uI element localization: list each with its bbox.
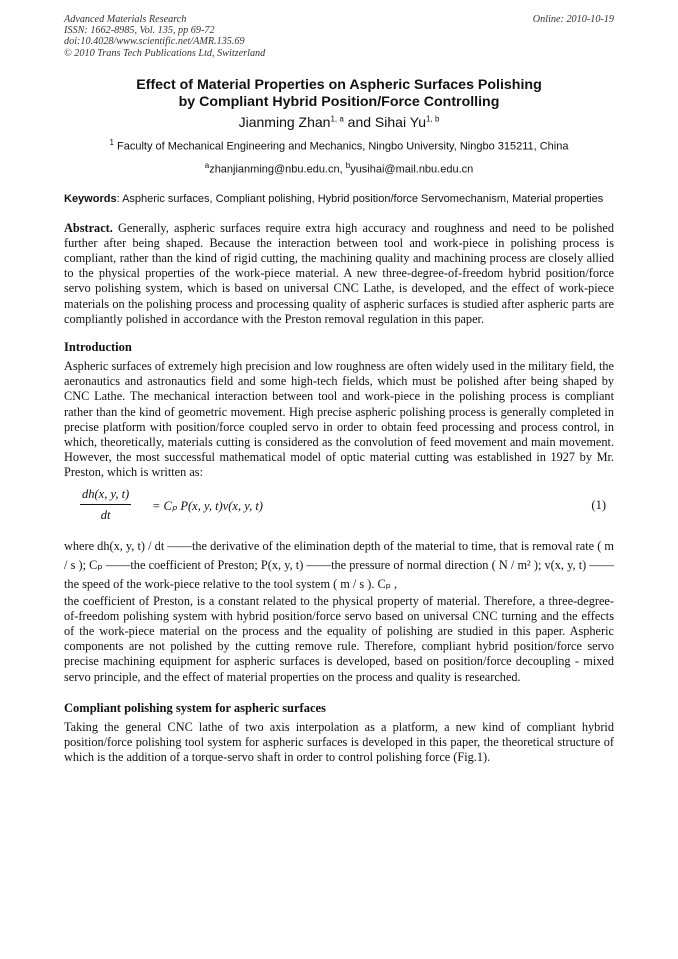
affiliation-text: Faculty of Mechanical Engineering and Mechanics, Ningbo University, Ningbo 315211, China xyxy=(113,140,569,153)
journal-header xyxy=(64,14,614,59)
intro-paragraph: Aspheric surfaces of extremely high precision and low roughness are often widely used in the military field, the aeronautics and astronautics field and some high-tech fields, which must be polished after being shaped by CNC Lathe. The mechanical interaction between tool and work-piece in the polishing process is compliant rather than the kind of geometric movement. High precise aspheric polishing process is generally completed in precise platform with position/force coupled servo in order to obtain feed processing and process control, in which, theoretically, materials cutting is considered as the convolution of feed movement and main movement. However, the most successful mathematical model of optic material cutting was established in 1927 by Mr. Preston, which is written as: xyxy=(64,359,614,480)
paper-title xyxy=(64,77,614,111)
abstract-text: Generally, aspheric surfaces require extra high accuracy and roughness and need to be polished further after being shaped. Because the interaction between tool and work-piece in polishing process is compliant, rather than the kind of rigid cutting, the machining quality and machining process are closely allied to the physical properties of the work-piece material. A new three-degree-of-freedom hybrid position/force servo polishing system, which is based on universal CNC Lathe, is developed, and the effect of work-piece materials on the polishing process and processing quality of aspheric surfaces is studied after aspheric parts are compliantly polished in accordance with the Preston removal regulation in this paper. xyxy=(64,220,614,326)
author-name: Jianming Zhan xyxy=(238,113,331,130)
equation-numerator: dh(x, y, t) xyxy=(80,487,131,505)
author-name: Sihai Yu xyxy=(374,113,427,130)
online-date: Online: 2010-10-19 xyxy=(532,14,614,25)
author-list xyxy=(64,114,614,130)
keywords-text: : Aspheric surfaces, Compliant polishing, Hybrid position/force Servomechanism, Material properties xyxy=(116,193,604,206)
section-heading-introduction: Introduction xyxy=(64,340,132,355)
abstract xyxy=(64,221,614,327)
title-line-2: by Compliant Hybrid Position/Force Controlling xyxy=(178,93,500,110)
keywords xyxy=(64,192,614,207)
equation-fraction xyxy=(80,487,131,523)
affiliation xyxy=(64,138,614,153)
copyright-line: © 2010 Trans Tech Publications Ltd, Switzerland xyxy=(64,47,266,59)
author-conjunction: and xyxy=(343,113,375,130)
doi-line: doi:10.4028/www.scientific.net/AMR.135.69 xyxy=(64,36,245,48)
keywords-label: Keywords xyxy=(64,193,117,206)
section-paragraph: Taking the general CNC lathe of two axis interpolation as a platform, a new kind of compliant hybrid position/force polishing tool system for aspheric surfaces is developed in this paper, the theoretical structure of which is the addition of a torque-servo shaft in order to control polishing force (Fig.1). xyxy=(64,719,614,765)
email-address: yusihai@mail.nbu.edu.cn xyxy=(350,164,474,177)
equation-denominator: dt xyxy=(100,507,111,522)
email-address: zhanjianming@nbu.edu.cn, xyxy=(209,164,346,177)
equation-rhs: = Cₚ P(x, y, t)v(x, y, t) xyxy=(152,498,263,513)
intro-paragraph-2: the coefficient of Preston, is a constant related to the physical property of material. Therefore, a three-degree-of-freedom polishing system with hybrid position/force servo based on universal CNC turning and the effects of the work-piece material on the process and the equality of polishing are studied in this paper. Aspheric components are not polished by the cutting remove rule. Therefore, compliant hybrid position/force servo precise machining equipment for aspheric surfaces is developed, based on position/force decoupling - mixed servo principle, and the effect of material properties on the process and quality is researched. xyxy=(64,593,614,684)
author-superscript: 1, a xyxy=(330,114,344,124)
title-line-1: Effect of Material Properties on Aspheric Surfaces Polishing xyxy=(136,76,542,93)
paper-page xyxy=(64,14,614,766)
equation-1 xyxy=(64,487,614,531)
equation-definitions: where dh(x, y, t) / dt ——the derivative of the elimination depth of the material to time, that is removal rate ( m / s ); Cₚ ——the coefficient of Preston; P(x, y, t) ——the pressure of normal direction ( N / m² ); v(x, y, t) ——the speed of the work-piece relative to the tool system ( m / s ). Cₚ , xyxy=(64,538,614,591)
email-superscript: a xyxy=(204,161,210,171)
abstract-label: Abstract. xyxy=(64,220,113,235)
equation-number: (1) xyxy=(591,497,606,512)
section-heading-compliant-polishing: Compliant polishing system for aspheric surfaces xyxy=(64,700,326,715)
author-superscript: 1, b xyxy=(426,114,440,124)
email-line xyxy=(64,161,614,176)
email-superscript: b xyxy=(345,161,351,171)
affiliation-superscript: 1 xyxy=(109,137,114,147)
journal-name: Advanced Materials Research xyxy=(64,14,187,25)
issn-line: ISSN: 1662-8985, Vol. 135, pp 69-72 xyxy=(64,25,215,37)
